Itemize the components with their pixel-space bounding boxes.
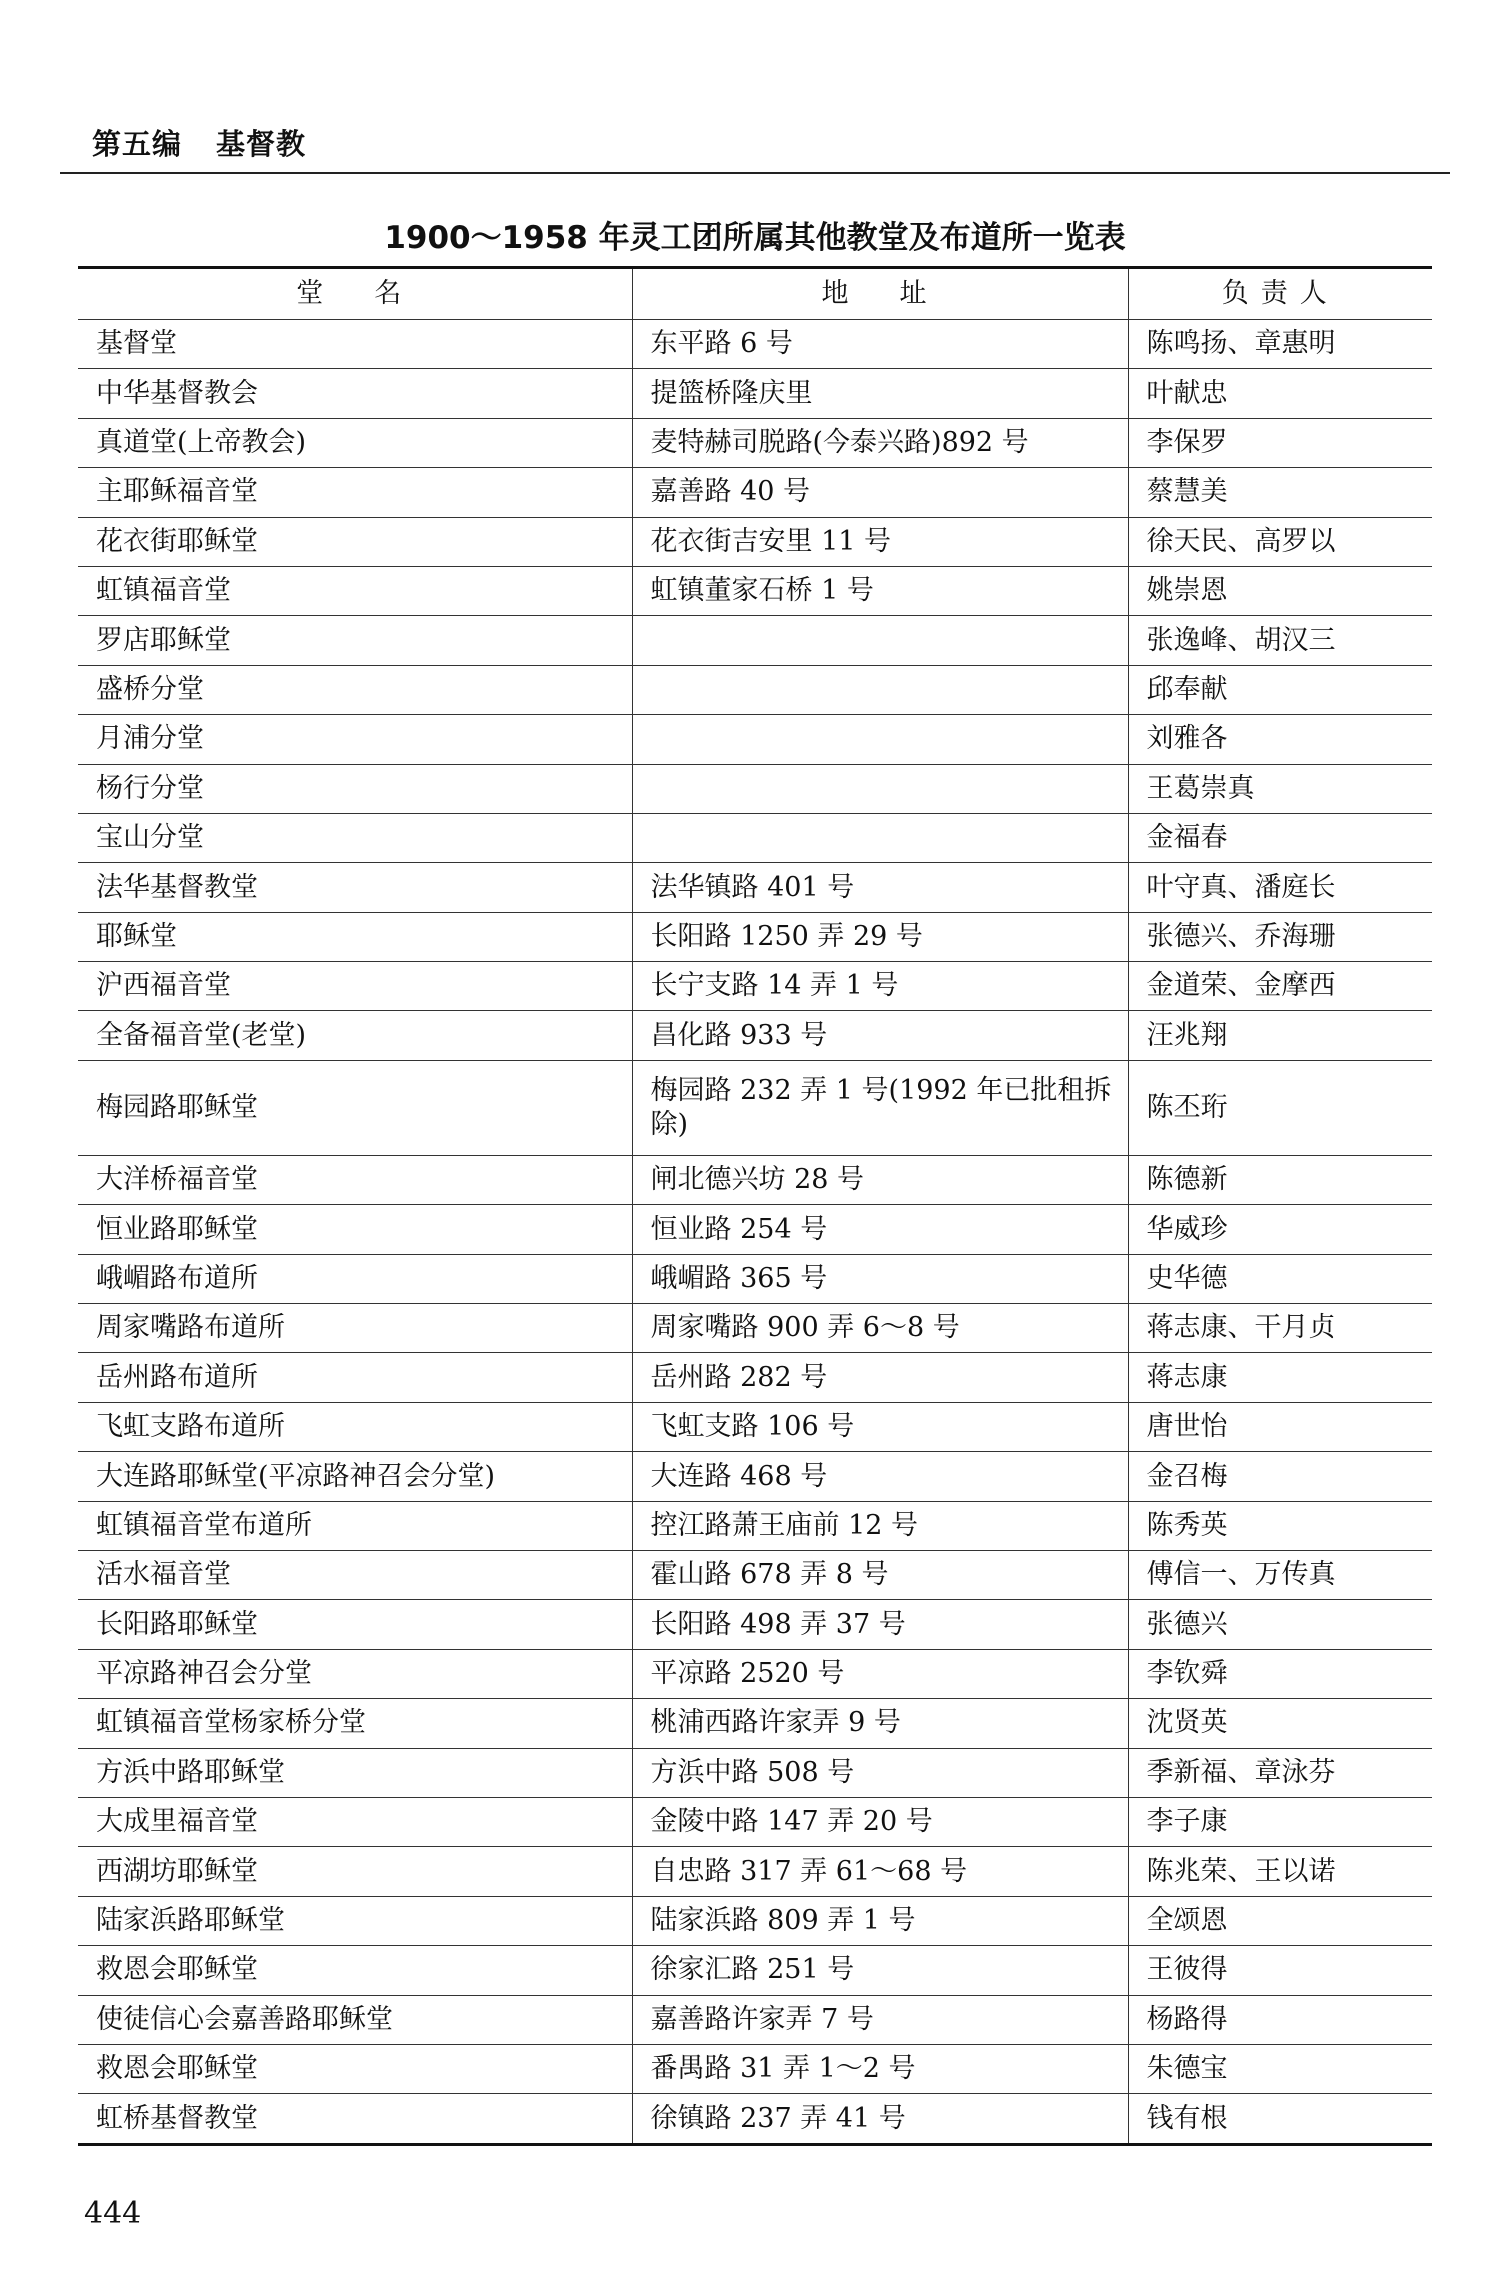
address-cell: 平凉路 2520 号 [632, 1649, 1128, 1698]
address-cell: 长阳路 498 弄 37 号 [632, 1600, 1128, 1649]
running-head-part: 第五编 [92, 127, 183, 161]
person-in-charge-cell: 钱有根 [1128, 2094, 1432, 2144]
table-row [78, 1896, 1432, 1945]
table-row [78, 517, 1432, 566]
column-header-name: 堂 名 [78, 268, 632, 320]
address-cell: 大连路 468 号 [632, 1452, 1128, 1501]
address-cell: 金陵中路 147 弄 20 号 [632, 1797, 1128, 1846]
person-in-charge-cell: 叶守真、潘庭长 [1128, 863, 1432, 912]
table-row [78, 1699, 1432, 1748]
table-row [78, 1452, 1432, 1501]
church-name-cell: 基督堂 [78, 320, 632, 369]
table-row [78, 1304, 1432, 1353]
address-cell: 徐镇路 237 弄 41 号 [632, 2094, 1128, 2144]
table-row [78, 2094, 1432, 2144]
address-cell: 周家嘴路 900 弄 6～8 号 [632, 1304, 1128, 1353]
header-rule [60, 172, 1450, 174]
church-name-cell: 虹镇福音堂 [78, 566, 632, 615]
church-name-cell: 宝山分堂 [78, 813, 632, 862]
person-in-charge-cell: 王葛崇真 [1128, 764, 1432, 813]
address-cell: 霍山路 678 弄 8 号 [632, 1550, 1128, 1599]
person-in-charge-cell: 李子康 [1128, 1797, 1432, 1846]
address-cell: 长宁支路 14 弄 1 号 [632, 962, 1128, 1011]
church-name-cell: 杨行分堂 [78, 764, 632, 813]
table-row [78, 665, 1432, 714]
table-row [78, 1995, 1432, 2044]
person-in-charge-cell: 张德兴 [1128, 1600, 1432, 1649]
church-name-cell: 月浦分堂 [78, 715, 632, 764]
church-name-cell: 恒业路耶稣堂 [78, 1205, 632, 1254]
person-in-charge-cell: 陈兆荣、王以诺 [1128, 1847, 1432, 1896]
person-in-charge-cell: 陈鸣扬、章惠明 [1128, 320, 1432, 369]
page-number: 444 [84, 2196, 142, 2231]
person-in-charge-cell: 金召梅 [1128, 1452, 1432, 1501]
table-row [78, 715, 1432, 764]
address-cell [632, 813, 1128, 862]
person-in-charge-cell: 华威珍 [1128, 1205, 1432, 1254]
table-row [78, 1797, 1432, 1846]
person-in-charge-cell: 张德兴、乔海珊 [1128, 912, 1432, 961]
address-cell: 恒业路 254 号 [632, 1205, 1128, 1254]
table-row [78, 1501, 1432, 1550]
person-in-charge-cell: 史华德 [1128, 1254, 1432, 1303]
table-row [78, 1847, 1432, 1896]
table-row [78, 1946, 1432, 1995]
church-name-cell: 使徒信心会嘉善路耶稣堂 [78, 1995, 632, 2044]
person-in-charge-cell: 李钦舜 [1128, 1649, 1432, 1698]
address-cell [632, 616, 1128, 665]
church-name-cell: 虹镇福音堂布道所 [78, 1501, 632, 1550]
person-in-charge-cell: 沈贤英 [1128, 1699, 1432, 1748]
table-row [78, 616, 1432, 665]
church-name-cell: 中华基督教会 [78, 369, 632, 418]
address-cell: 岳州路 282 号 [632, 1353, 1128, 1402]
table-row [78, 468, 1432, 517]
address-cell: 法华镇路 401 号 [632, 863, 1128, 912]
address-cell: 桃浦西路许家弄 9 号 [632, 1699, 1128, 1748]
person-in-charge-cell: 傅信一、万传真 [1128, 1550, 1432, 1599]
person-in-charge-cell: 唐世怡 [1128, 1402, 1432, 1451]
column-header-person: 负责人 [1128, 268, 1432, 320]
person-in-charge-cell: 陈秀英 [1128, 1501, 1432, 1550]
church-name-cell: 陆家浜路耶稣堂 [78, 1896, 632, 1945]
address-cell: 东平路 6 号 [632, 320, 1128, 369]
table-row [78, 764, 1432, 813]
address-cell: 嘉善路许家弄 7 号 [632, 1995, 1128, 2044]
table-row [78, 1748, 1432, 1797]
church-name-cell: 虹镇福音堂杨家桥分堂 [78, 1699, 632, 1748]
church-name-cell: 法华基督教堂 [78, 863, 632, 912]
church-name-cell: 飞虹支路布道所 [78, 1402, 632, 1451]
address-cell [632, 764, 1128, 813]
person-in-charge-cell: 李保罗 [1128, 418, 1432, 467]
church-name-cell: 大成里福音堂 [78, 1797, 632, 1846]
church-name-cell: 方浜中路耶稣堂 [78, 1748, 632, 1797]
person-in-charge-cell: 张逸峰、胡汉三 [1128, 616, 1432, 665]
address-cell: 昌化路 933 号 [632, 1011, 1128, 1060]
running-head-section: 基督教 [216, 127, 307, 161]
address-cell [632, 665, 1128, 714]
table-row [78, 1155, 1432, 1204]
table-row [78, 369, 1432, 418]
table-row [78, 962, 1432, 1011]
table-row [78, 566, 1432, 615]
church-name-cell: 岳州路布道所 [78, 1353, 632, 1402]
address-cell: 峨嵋路 365 号 [632, 1254, 1128, 1303]
table-row [78, 1353, 1432, 1402]
address-cell: 番禺路 31 弄 1～2 号 [632, 2044, 1128, 2093]
table-row [78, 418, 1432, 467]
person-in-charge-cell: 徐天民、高罗以 [1128, 517, 1432, 566]
person-in-charge-cell: 朱德宝 [1128, 2044, 1432, 2093]
column-header-address: 地 址 [632, 268, 1128, 320]
table-row [78, 912, 1432, 961]
table-row [78, 1011, 1432, 1060]
address-cell: 徐家汇路 251 号 [632, 1946, 1128, 1995]
address-cell: 陆家浜路 809 弄 1 号 [632, 1896, 1128, 1945]
person-in-charge-cell: 蒋志康、干月贞 [1128, 1304, 1432, 1353]
address-cell: 嘉善路 40 号 [632, 468, 1128, 517]
church-name-cell: 梅园路耶稣堂 [78, 1060, 632, 1155]
person-in-charge-cell: 金道荣、金摩西 [1128, 962, 1432, 1011]
table-title: 1900～1958 年灵工团所属其他教堂及布道所一览表 [384, 220, 1126, 256]
address-cell: 梅园路 232 弄 1 号(1992 年已批租拆除) [632, 1060, 1128, 1155]
table-row [78, 2044, 1432, 2093]
church-name-cell: 虹桥基督教堂 [78, 2094, 632, 2144]
church-name-cell: 沪西福音堂 [78, 962, 632, 1011]
table-header-row [78, 268, 1432, 320]
person-in-charge-cell: 王彼得 [1128, 1946, 1432, 1995]
church-name-cell: 花衣街耶稣堂 [78, 517, 632, 566]
church-name-cell: 大洋桥福音堂 [78, 1155, 632, 1204]
church-name-cell: 救恩会耶稣堂 [78, 2044, 632, 2093]
address-cell: 控江路萧王庙前 12 号 [632, 1501, 1128, 1550]
church-name-cell: 罗店耶稣堂 [78, 616, 632, 665]
address-cell: 虹镇董家石桥 1 号 [632, 566, 1128, 615]
person-in-charge-cell: 全颂恩 [1128, 1896, 1432, 1945]
person-in-charge-cell: 蔡慧美 [1128, 468, 1432, 517]
church-name-cell: 西湖坊耶稣堂 [78, 1847, 632, 1896]
person-in-charge-cell: 陈丕珩 [1128, 1060, 1432, 1155]
person-in-charge-cell: 杨路得 [1128, 1995, 1432, 2044]
church-name-cell: 全备福音堂(老堂) [78, 1011, 632, 1060]
person-in-charge-cell: 汪兆翔 [1128, 1011, 1432, 1060]
address-cell: 麦特赫司脱路(今泰兴路)892 号 [632, 418, 1128, 467]
running-head [92, 122, 306, 163]
church-name-cell: 耶稣堂 [78, 912, 632, 961]
table-body [78, 320, 1432, 2145]
table-row [78, 1600, 1432, 1649]
address-cell: 花衣街吉安里 11 号 [632, 517, 1128, 566]
church-name-cell: 大连路耶稣堂(平凉路神召会分堂) [78, 1452, 632, 1501]
church-name-cell: 活水福音堂 [78, 1550, 632, 1599]
church-name-cell: 真道堂(上帝教会) [78, 418, 632, 467]
table-row [78, 1254, 1432, 1303]
table-row [78, 813, 1432, 862]
table-row [78, 1060, 1432, 1155]
person-in-charge-cell: 蒋志康 [1128, 1353, 1432, 1402]
person-in-charge-cell: 姚崇恩 [1128, 566, 1432, 615]
address-cell: 方浜中路 508 号 [632, 1748, 1128, 1797]
table-row [78, 1649, 1432, 1698]
person-in-charge-cell: 金福春 [1128, 813, 1432, 862]
church-name-cell: 盛桥分堂 [78, 665, 632, 714]
address-cell: 提篮桥隆庆里 [632, 369, 1128, 418]
table-row [78, 1402, 1432, 1451]
church-name-cell: 长阳路耶稣堂 [78, 1600, 632, 1649]
person-in-charge-cell: 季新福、章泳芬 [1128, 1748, 1432, 1797]
address-cell: 长阳路 1250 弄 29 号 [632, 912, 1128, 961]
church-name-cell: 周家嘴路布道所 [78, 1304, 632, 1353]
person-in-charge-cell: 叶献忠 [1128, 369, 1432, 418]
church-name-cell: 峨嵋路布道所 [78, 1254, 632, 1303]
church-name-cell: 主耶稣福音堂 [78, 468, 632, 517]
person-in-charge-cell: 陈德新 [1128, 1155, 1432, 1204]
address-cell: 飞虹支路 106 号 [632, 1402, 1128, 1451]
church-name-cell: 平凉路神召会分堂 [78, 1649, 632, 1698]
table-row [78, 863, 1432, 912]
person-in-charge-cell: 邱奉献 [1128, 665, 1432, 714]
table-row [78, 1205, 1432, 1254]
table-row [78, 320, 1432, 369]
address-cell [632, 715, 1128, 764]
table-row [78, 1550, 1432, 1599]
church-name-cell: 救恩会耶稣堂 [78, 1946, 632, 1995]
person-in-charge-cell: 刘雅各 [1128, 715, 1432, 764]
address-cell: 自忠路 317 弄 61～68 号 [632, 1847, 1128, 1896]
address-cell: 闸北德兴坊 28 号 [632, 1155, 1128, 1204]
church-directory-table [78, 266, 1432, 2146]
